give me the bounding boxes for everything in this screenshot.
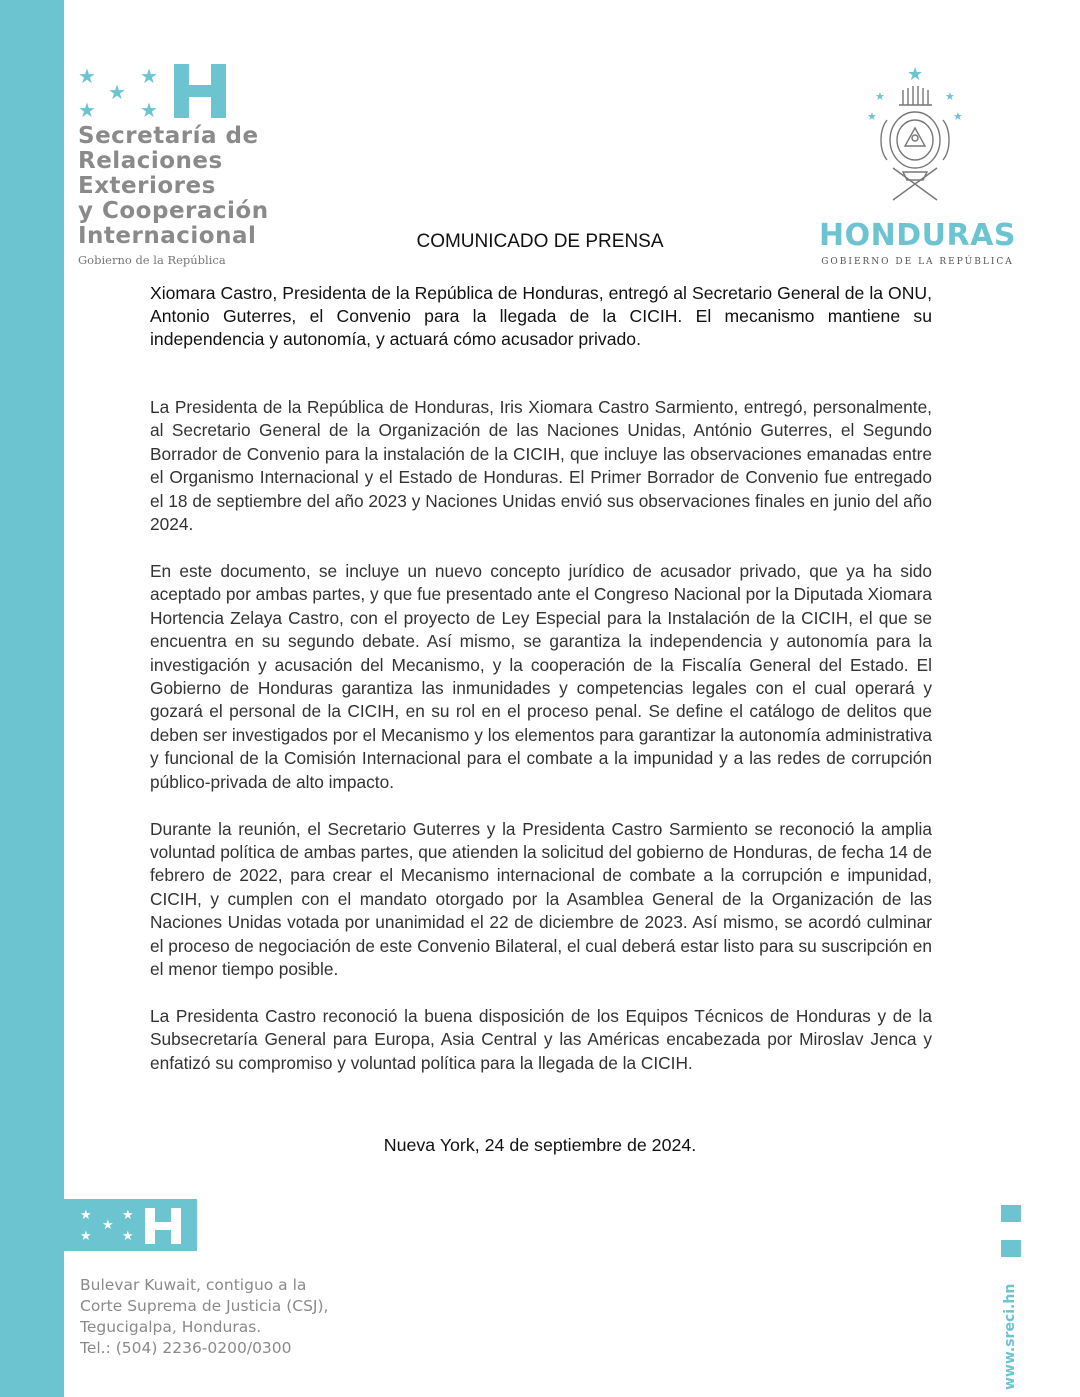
body-paragraph: La Presidenta de la República de Honduras, Iris Xiomara Castro Sarmiento, entregó, personalmente, al Secretario General de la Organización de las Naciones Unidas, António Guterres, el Segundo Borrador de Convenio para la instalación de la CICIH, que incluye las observaciones emanadas entre el Organismo Internacional y el Estado de Honduras. El Primer Borrador de Convenio fue entregado el 18 de septiembre del año 2023 y Naciones Unidas envió sus observaciones finales en junio del año 2024. bbox=[150, 397, 932, 535]
star-icon: ★ bbox=[140, 64, 158, 88]
star-icon: ★ bbox=[78, 98, 96, 122]
footer-address bbox=[80, 1275, 400, 1359]
svg-text:★: ★ bbox=[907, 64, 924, 85]
ministry-name-line: Secretaría de bbox=[78, 123, 259, 149]
body-paragraph: La Presidenta Castro reconoció la buena disposición de los Equipos Técnicos de Honduras y de la Subsecretaría General para Europa, Asia Central y las Américas encabezada por Miroslav Jenca y enfatizó su compromiso y voluntad política para la llegada de la CICIH. bbox=[150, 1005, 932, 1073]
logo-stars bbox=[78, 62, 168, 122]
star-icon: ★ bbox=[140, 98, 158, 122]
ministry-name-line: Relaciones bbox=[78, 148, 223, 174]
svg-text:★: ★ bbox=[945, 90, 955, 103]
body-text bbox=[150, 396, 932, 1099]
star-icon: ★ bbox=[122, 1208, 134, 1223]
decorative-square bbox=[1001, 1205, 1021, 1222]
coat-of-arms-icon bbox=[865, 60, 965, 215]
document-title-text: COMUNICADO DE PRENSA bbox=[416, 231, 664, 252]
website-link[interactable]: www.sreci.hn bbox=[1002, 1283, 1018, 1390]
country-name: HONDURAS bbox=[819, 218, 1016, 253]
star-icon: ★ bbox=[122, 1229, 134, 1244]
dateline: Nueva York, 24 de septiembre de 2024. bbox=[383, 1135, 697, 1155]
address-line: Bulevar Kuwait, contiguo a la bbox=[80, 1276, 307, 1294]
star-icon: ★ bbox=[80, 1229, 92, 1244]
h-logo-mark bbox=[174, 64, 226, 118]
star-icon: ★ bbox=[108, 80, 126, 104]
left-accent-bar bbox=[0, 0, 64, 1397]
decorative-square bbox=[1001, 1240, 1021, 1257]
body-paragraph: Durante la reunión, el Secretario Guterres y la Presidenta Castro Sarmiento se reconoció la amplia voluntad política de ambas partes, que atienden la solicitud del gobierno de Honduras, de fecha 14 de febrero de 2022, para crear el Mecanismo internacional de combate a la corrupción e impunidad, CICIH, y cumplen con el mandato otorgado por la Asamblea General de la Organización de las Naciones Unidas votada por unanimidad el 22 de diciembre de 2023. Así mismo, se acordó culminar el proceso de negociación de este Convenio Bilateral, el cual deberá estar listo para su suscripción en el menor tiempo posible. bbox=[150, 818, 932, 979]
lead-paragraph: Xiomara Castro, Presidenta de la República de Honduras, entregó al Secretario General de la ONU, Antonio Guterres, el Convenio para la llegada de la CICIH. El mecanismo mantiene su independencia y autonomía, y actuará cómo acusador privado. bbox=[150, 283, 932, 349]
ministry-subtitle: Gobierno de la República bbox=[78, 253, 226, 267]
star-icon: ★ bbox=[80, 1208, 92, 1223]
svg-text:★: ★ bbox=[867, 110, 877, 123]
body-paragraph: En este documento, se incluye un nuevo concepto jurídico de acusador privado, que ya ha sido aceptado por ambas partes, y que fue presentado ante el Congreso Nacional por la Diputada Xiomara Hortencia Zelaya Castro, con el proyecto de Ley Especial para la Instalación de la CICIH, el que se encuentra en su segundo debate. Así mismo, se garantiza la independencia y autonomía para la investigación y acusación del Mecanismo, y la cooperación de la Fiscalía General del Estado. El Gobierno de Honduras garantiza las inmunidades y competencias legales con el cual operará y gozará el personal de la CICIH, en su rol en el proceso penal. Se define el catálogo de delitos que deben ser investigados por el Mecanismo y los elementos para garantizar la autonomía administrativa y funcional de la Comisión Internacional para el combate a la impunidad y a las redes de corrupción público-privada de alto impacto. bbox=[150, 560, 932, 792]
ministry-name-line: y Cooperación bbox=[78, 198, 269, 224]
ministry-name-line: Exteriores bbox=[78, 173, 216, 199]
ministry-name-line: Internacional bbox=[78, 223, 257, 249]
address-line: Tegucigalpa, Honduras. bbox=[80, 1318, 262, 1336]
address-line: Corte Suprema de Justicia (CSJ), bbox=[80, 1297, 329, 1315]
svg-text:★: ★ bbox=[953, 110, 963, 123]
star-icon: ★ bbox=[78, 64, 96, 88]
country-subtitle: GOBIERNO DE LA REPÚBLICA bbox=[821, 257, 1014, 267]
address-line: Tel.: (504) 2236-0200/0300 bbox=[80, 1339, 292, 1357]
document-title bbox=[0, 231, 1080, 253]
star-icon: ★ bbox=[102, 1218, 114, 1233]
h-logo-mark bbox=[145, 1208, 181, 1244]
svg-text:★: ★ bbox=[875, 90, 885, 103]
footer-logo bbox=[64, 1199, 197, 1251]
